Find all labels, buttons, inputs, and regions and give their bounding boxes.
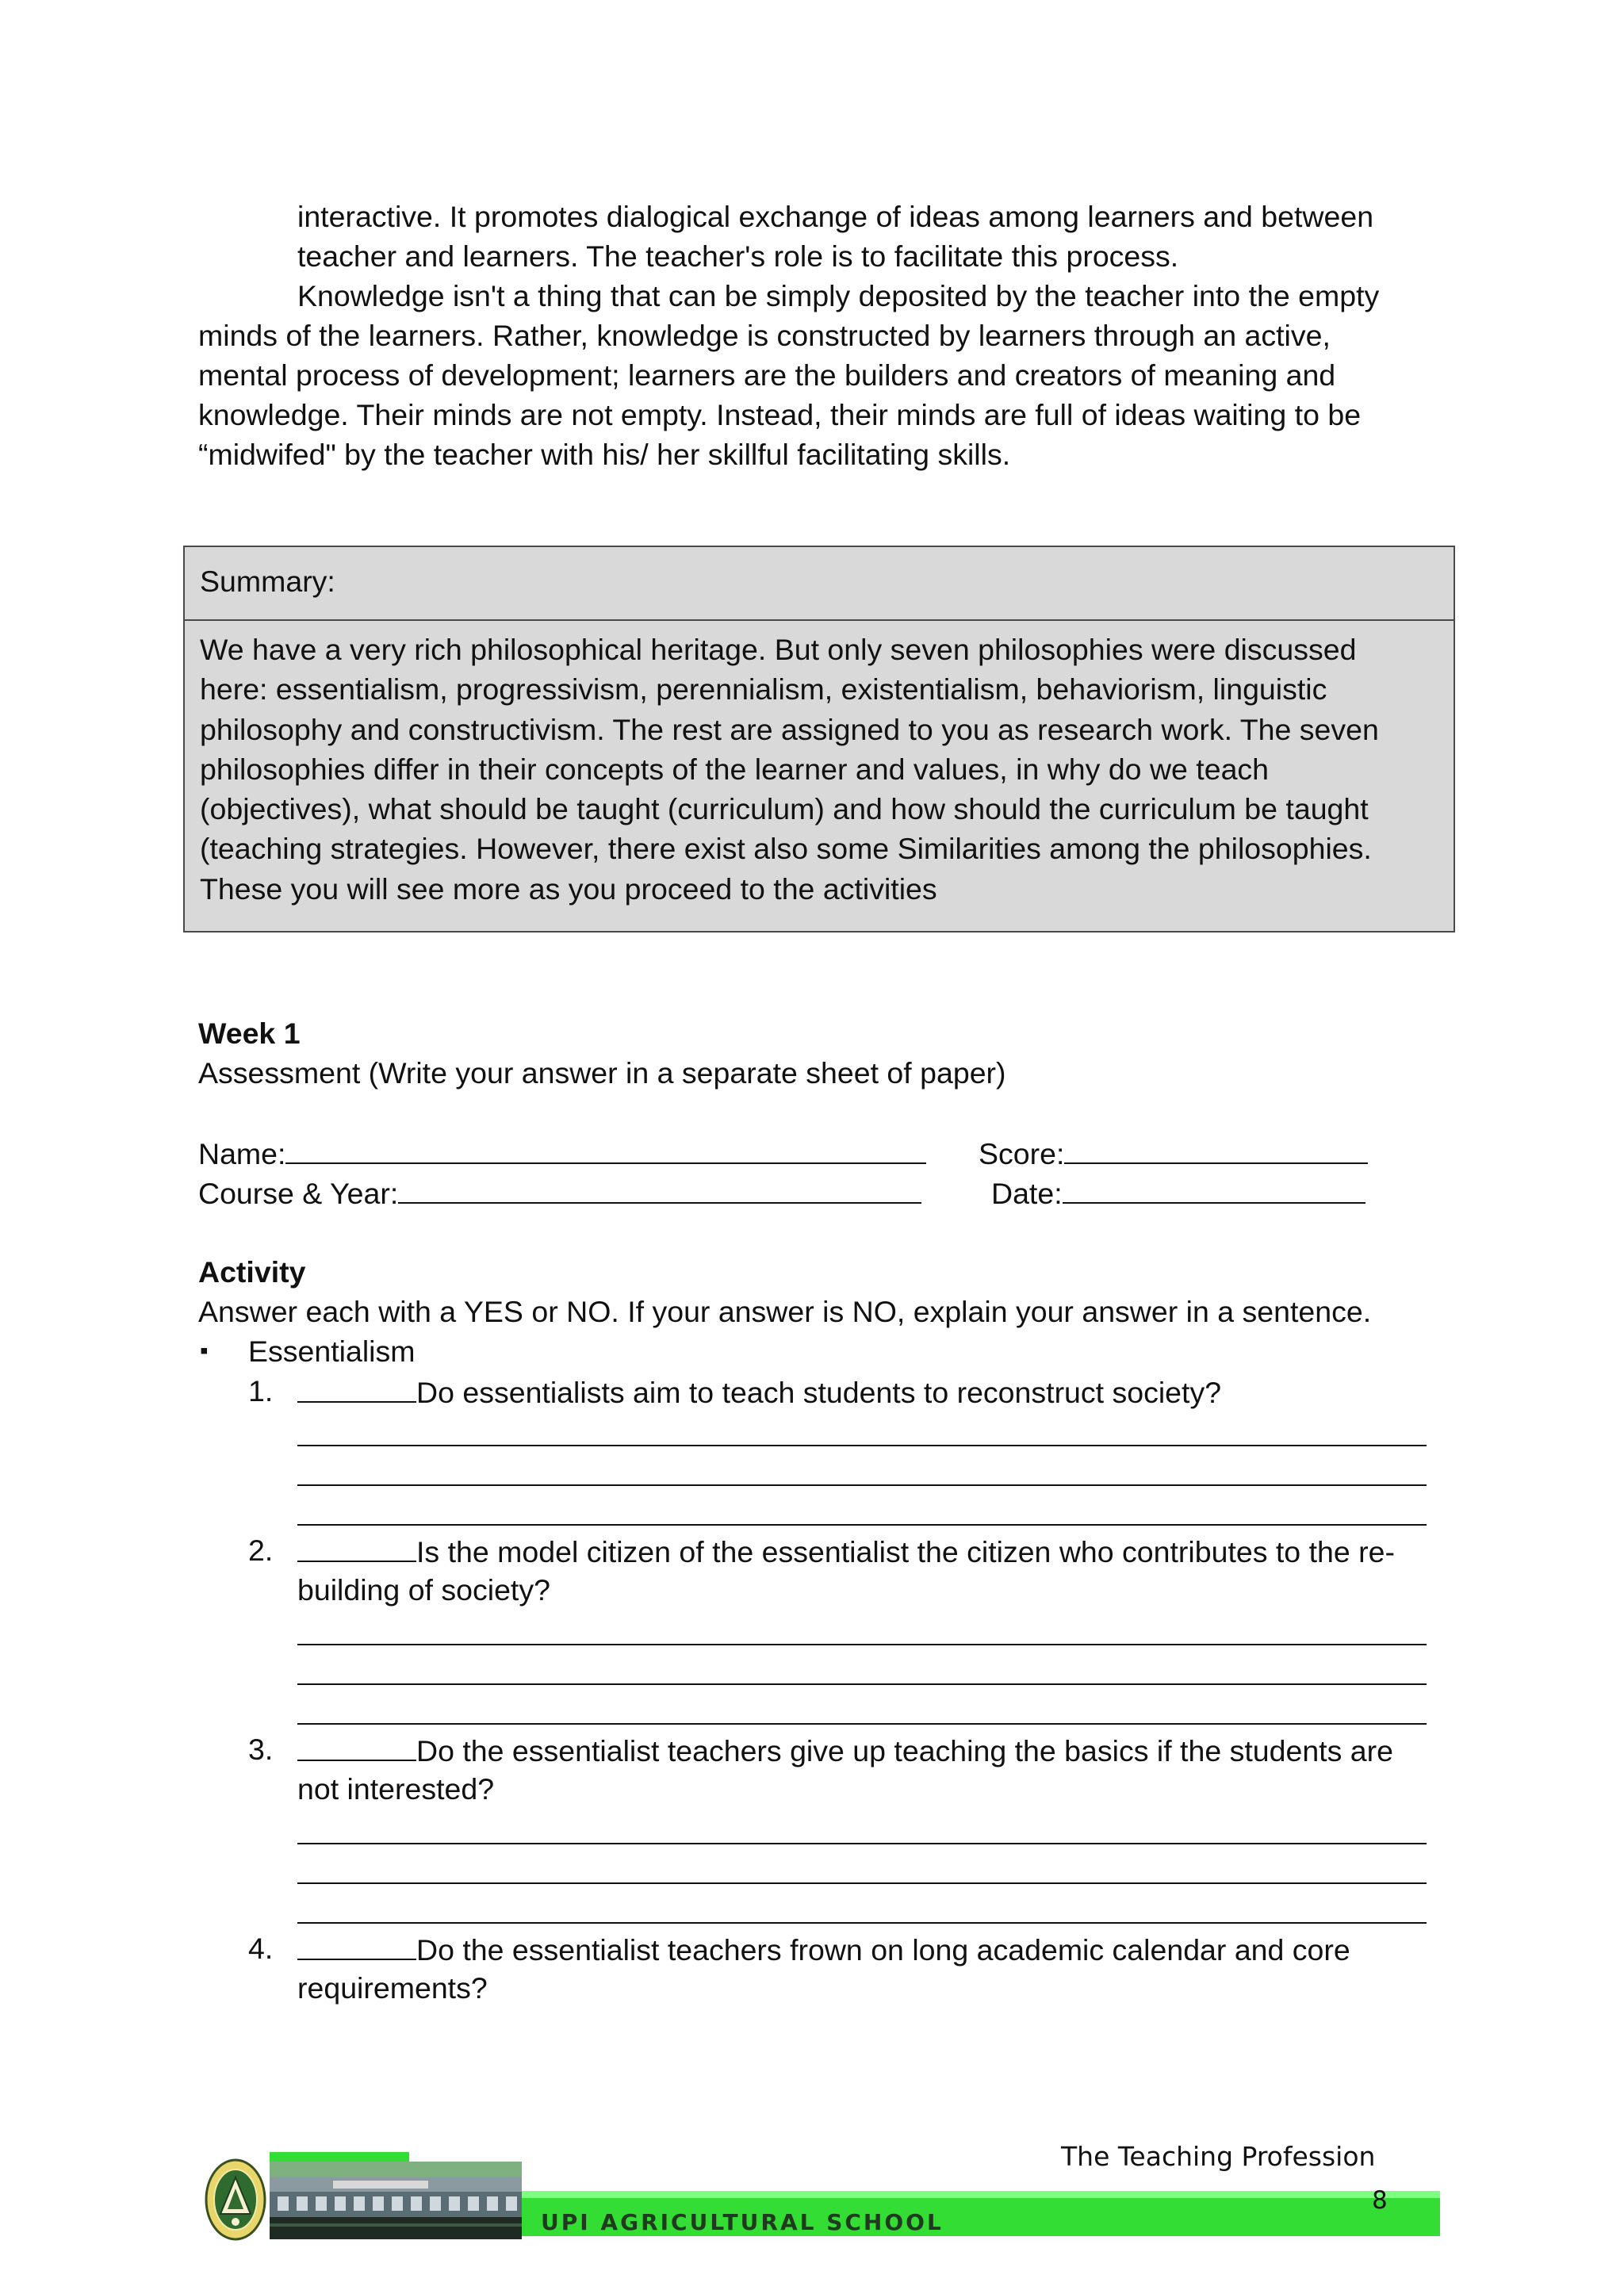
question-number: 1. <box>248 1374 274 1407</box>
summary-line: (objectives), what should be taught (curriculum) and how should the curriculum be taught <box>200 792 1369 826</box>
question-number: 4. <box>248 1932 274 1965</box>
course-year-blank[interactable] <box>398 1172 921 1204</box>
question-item <box>297 1371 1221 1412</box>
summary-body <box>185 621 1454 909</box>
summary-line: These you will see more as you proceed to the activities <box>200 871 937 906</box>
question-text: Is the model citizen of the essentialist the citizen who contributes to the re- <box>416 1535 1395 1568</box>
answer-line[interactable] <box>297 1843 1427 1844</box>
question-number: 3. <box>248 1733 274 1766</box>
bullet-icon: ▪ <box>200 1338 209 1364</box>
question-text-continued: building of society? <box>297 1573 550 1607</box>
question-text-continued: not interested? <box>297 1772 495 1806</box>
week-heading: Week 1 <box>198 1017 301 1050</box>
question-text: Do the essentialist teachers frown on long academic calendar and core <box>416 1933 1350 1967</box>
question-item <box>297 1928 1350 1970</box>
answer-line[interactable] <box>297 1683 1427 1685</box>
summary-line: philosophies differ in their concepts of the learner and values, in why do we teach <box>200 752 1270 786</box>
score-field[interactable] <box>979 1132 1368 1174</box>
answer-line[interactable] <box>297 1445 1427 1446</box>
name-field[interactable] <box>198 1132 926 1174</box>
seal-icon <box>205 2158 266 2241</box>
page-number: 8 <box>1372 2186 1388 2215</box>
name-blank[interactable] <box>285 1132 926 1164</box>
question-text: Do the essentialist teachers give up teaching the basics if the students are <box>416 1734 1393 1767</box>
score-blank[interactable] <box>1064 1132 1368 1164</box>
school-seal-logo <box>205 2158 266 2241</box>
course-year-field[interactable] <box>198 1172 921 1213</box>
date-label: Date: <box>991 1177 1063 1210</box>
intro-line: mental process of development; learners are the builders and creators of meaning and <box>198 358 1336 392</box>
intro-line: knowledge. Their minds are not empty. Instead, their minds are full of ideas waiting to be <box>198 398 1362 431</box>
date-blank[interactable] <box>1063 1172 1365 1204</box>
summary-line: philosophy and constructivism. The rest are assigned to you as research work. The seven <box>200 712 1379 746</box>
footer-course-title: The Teaching Profession <box>1061 2141 1376 2172</box>
school-building-image <box>270 2162 522 2239</box>
date-field[interactable] <box>991 1172 1365 1213</box>
topic-label: Essentialism <box>248 1335 416 1368</box>
intro-line: minds of the learners. Rather, knowledge is constructed by learners through an active, <box>198 319 1331 352</box>
summary-line: We have a very rich philosophical heritage. But only seven philosophies were discussed <box>200 633 1357 666</box>
school-name: UPI AGRICULTURAL SCHOOL <box>541 2209 944 2235</box>
summary-line: here: essentialism, progressivism, perennialism, existentialism, behaviorism, linguistic <box>200 672 1327 707</box>
activity-heading: Activity <box>198 1255 306 1289</box>
assessment-instruction: Assessment (Write your answer in a separate sheet of paper) <box>198 1056 1006 1090</box>
intro-line: interactive. It promotes dialogical exchange of ideas among learners and between <box>297 200 1374 233</box>
name-label: Name: <box>198 1137 286 1170</box>
yes-no-blank[interactable] <box>297 1928 416 1960</box>
question-item <box>297 1530 1395 1572</box>
question-item <box>297 1729 1393 1771</box>
answer-line[interactable] <box>297 1644 1427 1645</box>
answer-line[interactable] <box>297 1484 1427 1486</box>
summary-box <box>183 546 1455 933</box>
yes-no-blank[interactable] <box>297 1371 416 1403</box>
yes-no-blank[interactable] <box>297 1729 416 1761</box>
course-year-label: Course & Year: <box>198 1177 399 1210</box>
question-number: 2. <box>248 1534 274 1567</box>
score-label: Score: <box>979 1137 1065 1170</box>
summary-heading: Summary: <box>185 547 1454 621</box>
intro-line: “midwifed" by the teacher with his/ her skillful facilitating skills. <box>198 438 1011 471</box>
summary-line: (teaching strategies. However, there exist also some Similarities among the philosophies. <box>200 832 1372 866</box>
question-text: Do essentialists aim to teach students to reconstruct society? <box>416 1376 1222 1409</box>
answer-line[interactable] <box>297 1882 1427 1884</box>
intro-line: teacher and learners. The teacher's role is to facilitate this process. <box>297 239 1179 273</box>
answer-line[interactable] <box>297 1723 1427 1725</box>
answer-line[interactable] <box>297 1524 1427 1526</box>
answer-line[interactable] <box>297 1922 1427 1924</box>
intro-line: Knowledge isn't a thing that can be simply deposited by the teacher into the empty <box>297 279 1380 312</box>
building-graphic <box>270 2162 522 2239</box>
yes-no-blank[interactable] <box>297 1530 416 1562</box>
activity-instruction: Answer each with a YES or NO. If your answer is NO, explain your answer in a sentence. <box>198 1295 1372 1328</box>
question-text-continued: requirements? <box>297 1971 488 2005</box>
